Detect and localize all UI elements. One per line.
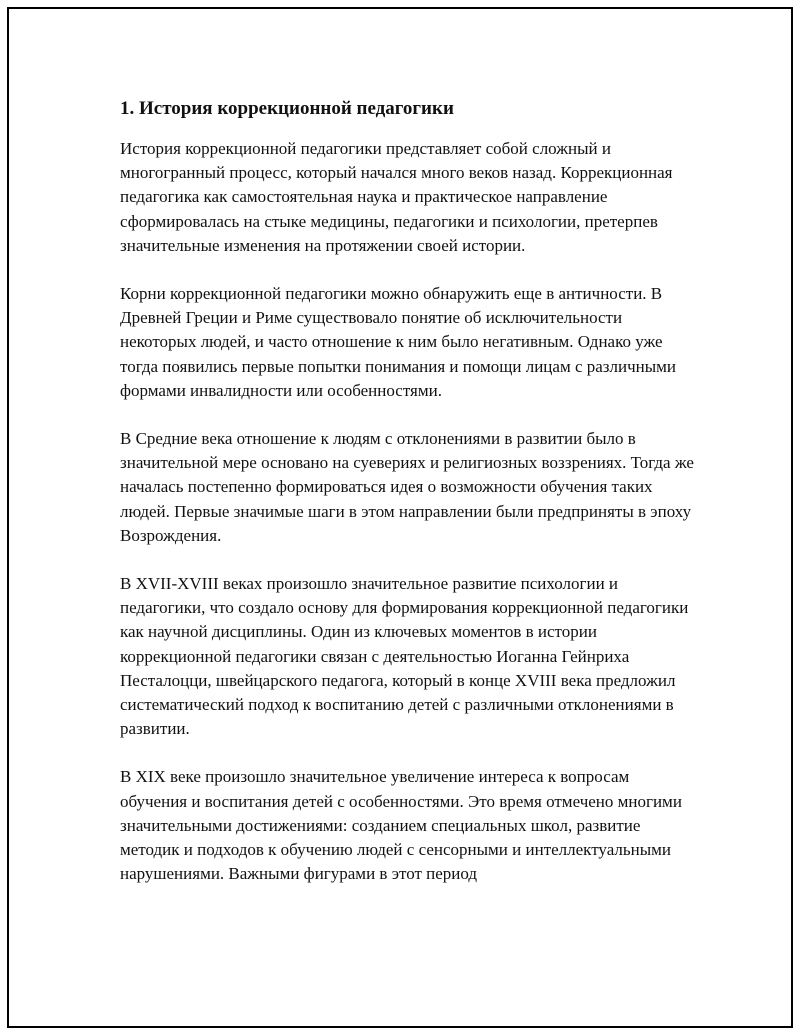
paragraph: Корни коррекционной педагогики можно обнаружить еще в античности. В Древней Греции и Риме существовало понятие об исключительности некоторых людей, и часто отношение к ним было негативным. Однако уже тогда появились первые попытки понимания и помощи лицам с различными формами инвалидности или особенностями. <box>120 284 677 400</box>
paragraph: В XIX веке произошло значительное увеличение интереса к вопросам обучения и воспитания детей с особенностями. Это время отмечено многими значительными достижениями: созданием специальных школ, развитие методик и подходов к обучению людей с сенсорными и интеллектуальными нарушениями. Важными фигурами в этот период <box>120 767 682 884</box>
paragraph: В XVII-XVIII веках произошло значительное развитие психологии и педагогики, что создало основу для формирования коррекционной педагогики как научной дисциплины. Один из ключевых моментов в истории коррекционной педагогики связан с деятельностью Иоганна Гейнриха Песталоцци, швейцарского педагога, который в конце XVIII века предложил систематический подход к воспитанию детей с различными отклонениями в развитии. <box>120 574 689 739</box>
page <box>7 7 793 1028</box>
paragraph: В Средние века отношение к людям с отклонениями в развитии было в значительной мере основано на суевериях и религиозных воззрениях. Тогда же началась постепенно формироваться идея о возможности обучения таких людей. Первые значимые шаги в этом направлении были предприняты в эпоху Возрождения. <box>120 429 694 545</box>
paragraph: История коррекционной педагогики представляет собой сложный и многогранный процесс, который начался много веков назад. Коррекционная педагогика как самостоятельная наука и практическое направление сформировалась на стыке медицины, педагогики и психологии, претерпев значительные изменения на протяжении своей истории. <box>120 139 673 255</box>
document-body <box>120 97 695 910</box>
section-heading: 1. История коррекционной педагогики <box>120 98 454 119</box>
